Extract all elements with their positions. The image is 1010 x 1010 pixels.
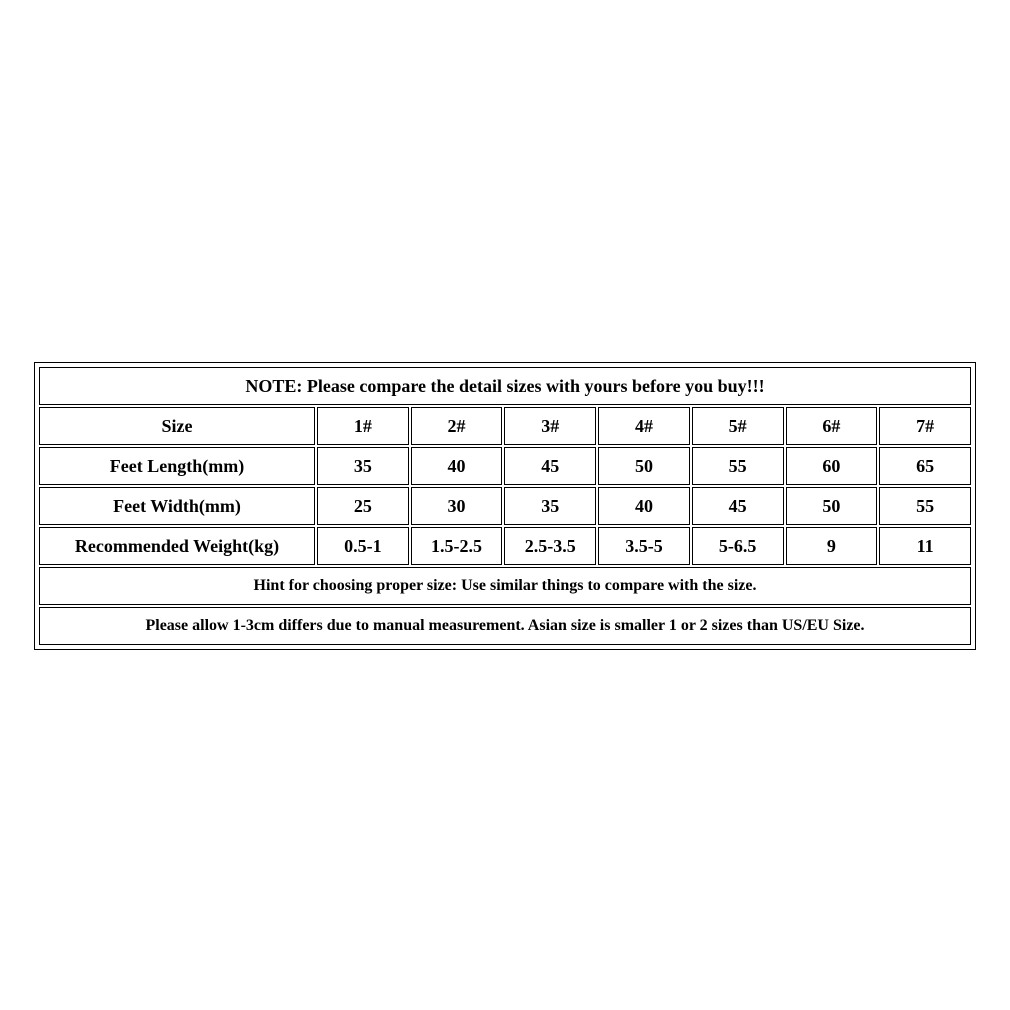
table-cell: 9 [786,527,878,565]
table-cell: 2# [411,407,503,445]
feet-width-row [39,487,971,525]
table-cell: 50 [598,447,690,485]
table-cell: 2.5-3.5 [504,527,596,565]
table-cell: 5-6.5 [692,527,784,565]
table-cell: 60 [786,447,878,485]
size-chart-table [34,362,976,650]
table-cell: 45 [692,487,784,525]
table-cell: 40 [598,487,690,525]
table-cell: 0.5-1 [317,527,409,565]
table-cell: 50 [786,487,878,525]
table-cell: 35 [317,447,409,485]
table-cell: 45 [504,447,596,485]
recommended-weight-row [39,527,971,565]
table-cell: 35 [504,487,596,525]
table-cell: 1.5-2.5 [411,527,503,565]
note-row [39,367,971,405]
disclaimer-row [39,607,971,645]
row-label: Feet Length(mm) [39,447,315,485]
table-cell: 55 [692,447,784,485]
table-cell: 3# [504,407,596,445]
hint-row [39,567,971,605]
table-cell: 6# [786,407,878,445]
table-cell: 55 [879,487,971,525]
table-cell: 25 [317,487,409,525]
note-text: NOTE: Please compare the detail sizes with yours before you buy!!! [39,367,971,405]
table-cell: 5# [692,407,784,445]
table-cell: 1# [317,407,409,445]
row-label: Recommended Weight(kg) [39,527,315,565]
hint-text: Hint for choosing proper size: Use similar things to compare with the size. [39,567,971,605]
table-cell: 7# [879,407,971,445]
feet-length-row [39,447,971,485]
table-cell: 40 [411,447,503,485]
table-cell: 11 [879,527,971,565]
disclaimer-text: Please allow 1-3cm differs due to manual measurement. Asian size is smaller 1 or 2 sizes than US/EU Size. [39,607,971,645]
size-row [39,407,971,445]
table-cell: 65 [879,447,971,485]
table-cell: 30 [411,487,503,525]
table-cell: 3.5-5 [598,527,690,565]
table-cell: 4# [598,407,690,445]
row-label: Size [39,407,315,445]
row-label: Feet Width(mm) [39,487,315,525]
